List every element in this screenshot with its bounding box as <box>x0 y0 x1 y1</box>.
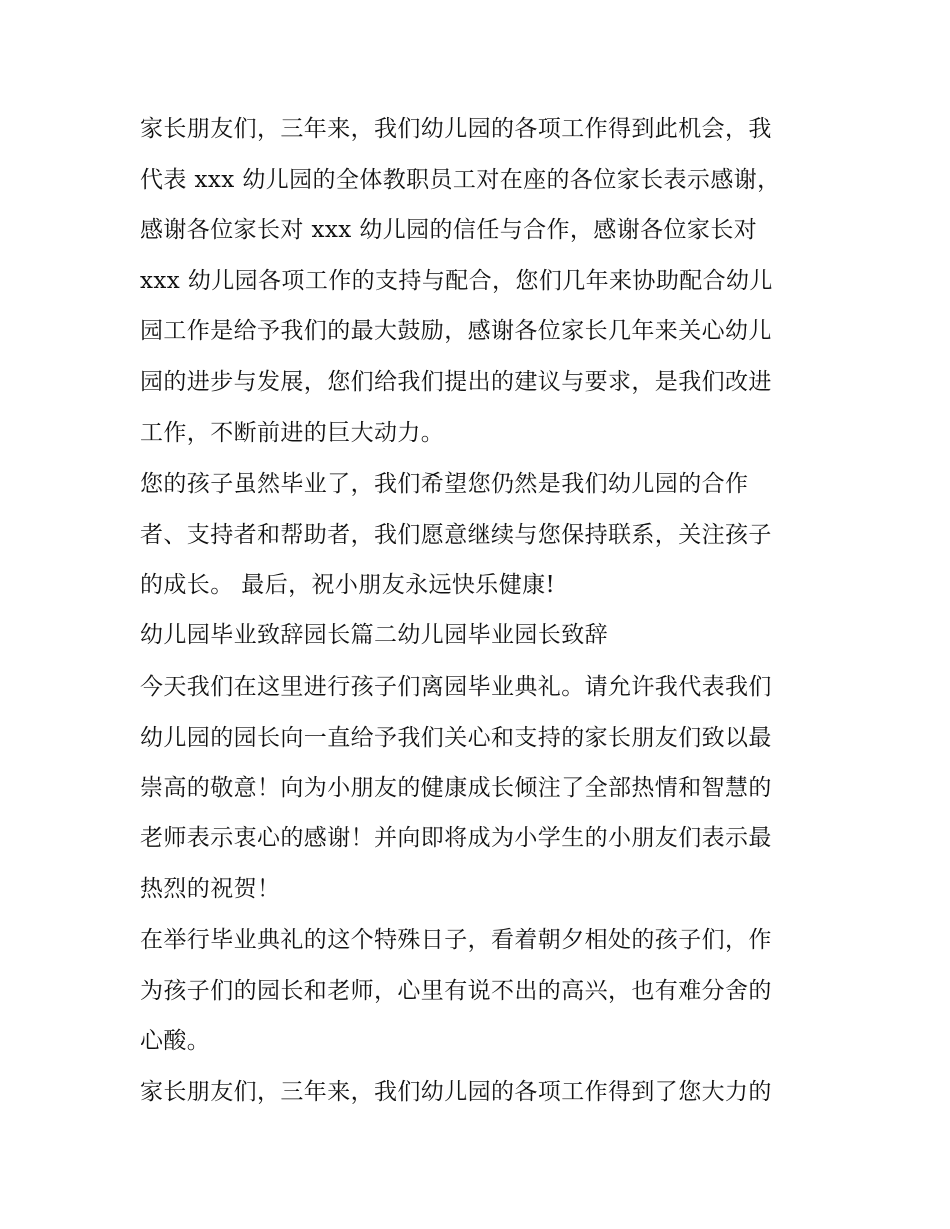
text-line: 家长朋友们，三年来，我们幼儿园的各项工作得到此机会，我 <box>140 116 772 142</box>
text-line: 今天我们在这里进行孩子们离园毕业典礼。请允许我代表我们 <box>140 674 772 700</box>
text-line: 老师表示衷心的感谢！并向即将成为小学生的小朋友们表示最 <box>140 825 772 851</box>
text-line: 园的进步与发展，您们给我们提出的建议与要求，是我们改进 <box>140 369 772 395</box>
text-line: 工作，不断前进的巨大动力。 <box>140 420 445 446</box>
text-line: 幼儿园的园长向一直给予我们关心和支持的家长朋友们致以最 <box>140 725 772 751</box>
text-line: 代表 xxx 幼儿园的全体教职员工对在座的各位家长表示感谢， <box>140 167 781 193</box>
text-line: 心酸。 <box>140 1028 211 1054</box>
text-line: 为孩子们的园长和老师，心里有说不出的高兴，也有难分舍的 <box>140 978 772 1004</box>
text-line: 的成长。 最后，祝小朋友永远快乐健康! <box>140 572 556 598</box>
text-line: 热烈的祝贺！ <box>140 876 281 902</box>
text-line: xxx 幼儿园各项工作的支持与配合，您们几年来协助配合幼儿 <box>140 268 773 294</box>
text-line: 家长朋友们，三年来，我们幼儿园的各项工作得到了您大力的 <box>140 1079 772 1105</box>
text-line: 者、支持者和帮助者，我们愿意继续与您保持联系，关注孩子 <box>140 522 772 548</box>
text-line: 在举行毕业典礼的这个特殊日子，看着朝夕相处的孩子们，作 <box>140 927 772 953</box>
text-line: 崇高的敬意！向为小朋友的健康成长倾注了全部热情和智慧的 <box>140 775 772 801</box>
text-line: 您的孩子虽然毕业了，我们希望您仍然是我们幼儿园的合作 <box>140 471 749 497</box>
text-line: 园工作是给予我们的最大鼓励，感谢各位家长几年来关心幼儿 <box>140 318 772 344</box>
text-line: 感谢各位家长对 xxx 幼儿园的信任与合作，感谢各位家长对 <box>140 217 758 243</box>
section-heading: 幼儿园毕业致辞园长篇二幼儿园毕业园长致辞 <box>140 622 608 648</box>
